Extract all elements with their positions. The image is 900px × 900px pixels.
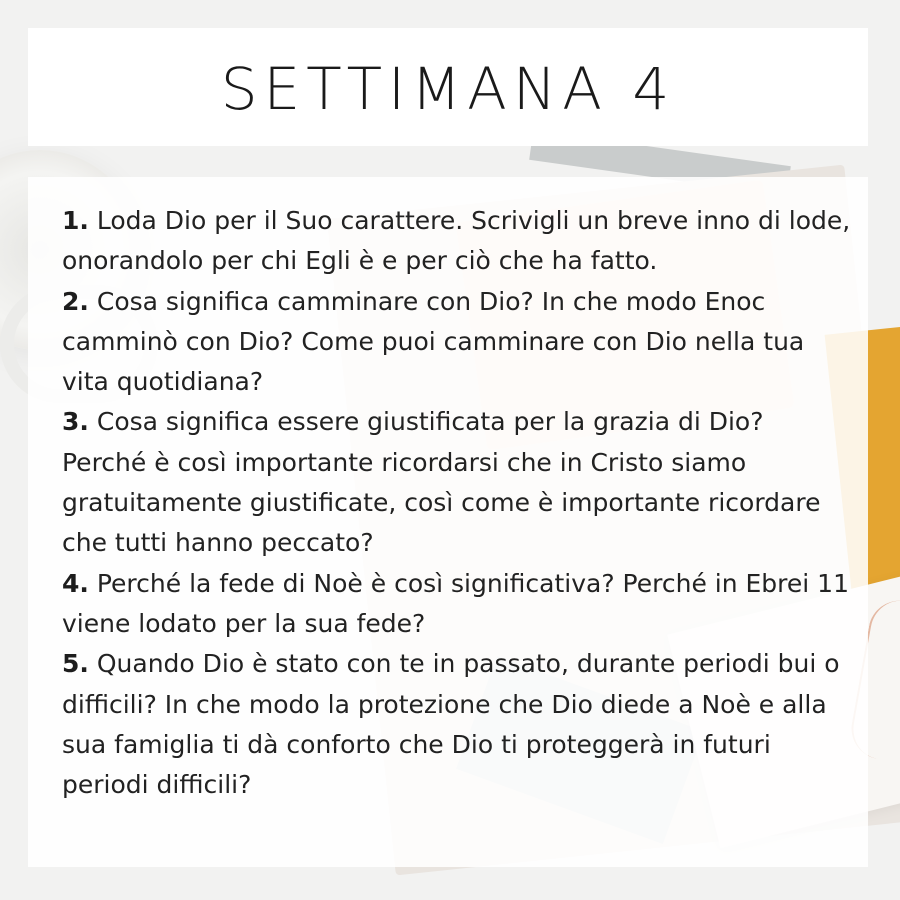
question-item-4 [62, 564, 852, 645]
question-text: Loda Dio per il Suo carattere. Scrivigli un breve inno di lode, onorandolo per chi Egli è e per ciò che ha fatto. [62, 206, 851, 276]
question-number: 4. [62, 568, 89, 598]
question-text: Cosa significa camminare con Dio? In che modo Enoc camminò con Dio? Come puoi camminare con Dio nella tua vita quotidiana? [62, 286, 805, 397]
question-number: 1. [62, 206, 89, 235]
question-item-5 [62, 644, 852, 805]
question-text: Cosa significa essere giustificata per la grazia di Dio? Perché è così importante ricordarsi che in Cristo siamo gratuitamente giustificate, così come è importante ricordare che tutti hanno peccato? [62, 407, 821, 558]
title-panel [28, 28, 868, 146]
question-text: Perché la fede di Noè è così significativa? Perché in Ebrei 11 viene lodato per la sua fede? [62, 568, 849, 638]
page-title: SETTIMANA 4 [220, 55, 676, 123]
question-number: 3. [62, 407, 89, 437]
questions-list [62, 201, 852, 805]
question-number: 5. [62, 649, 89, 679]
question-text: Quando Dio è stato con te in passato, durante periodi bui o difficili? In che modo la protezione che Dio diede a Noè e alla sua famiglia ti dà conforto che Dio ti proteggerà in futuri periodi difficili? [62, 649, 840, 800]
question-item-3 [62, 402, 852, 563]
questions-panel [28, 177, 868, 867]
question-item-1 [62, 201, 852, 282]
question-number: 2. [62, 286, 89, 316]
question-item-2 [62, 282, 852, 403]
